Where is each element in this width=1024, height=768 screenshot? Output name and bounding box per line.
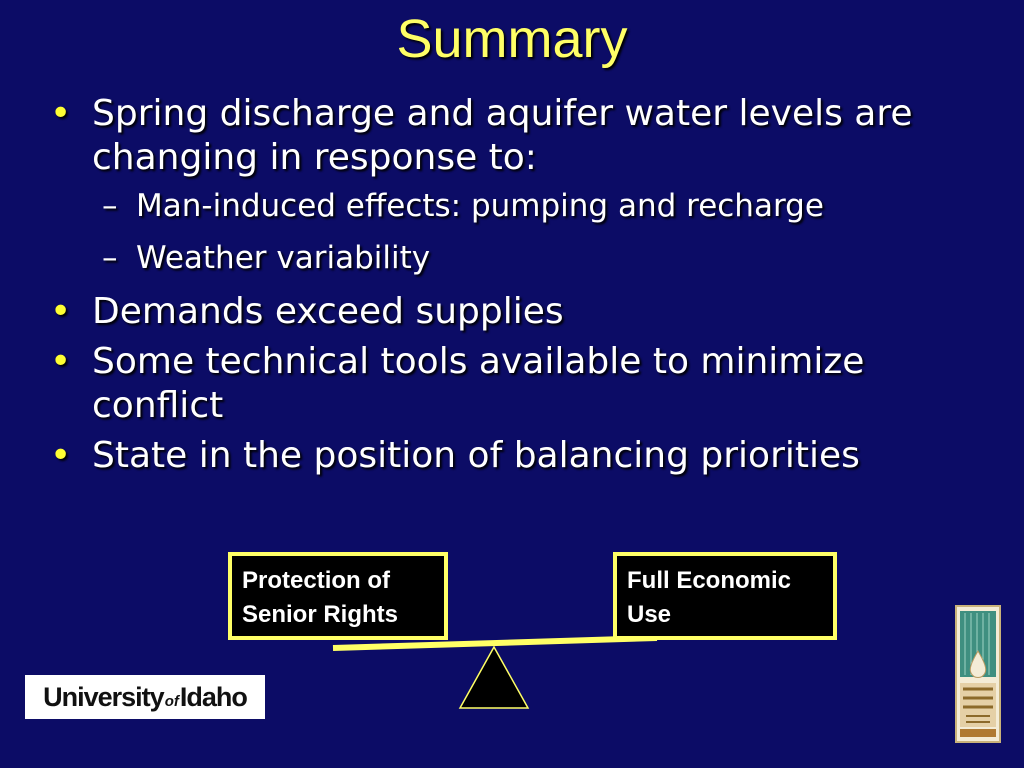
right-priority-box: Full Economic Use — [613, 552, 837, 640]
bullet-dot-icon: • — [50, 291, 72, 332]
sub-bullet-text: Weather variability — [136, 240, 431, 276]
sub-bullet-text: Man-induced effects: pumping and recharge — [136, 188, 824, 224]
bullet-dot-icon: • — [50, 435, 72, 476]
bullet-list — [50, 92, 980, 484]
bullet-item — [50, 290, 980, 334]
bullet-dot-icon: • — [50, 341, 72, 382]
fulcrum-triangle — [460, 647, 528, 708]
sub-bullet-item — [102, 238, 980, 278]
bullet-item — [50, 434, 980, 478]
sub-bullet-item — [102, 186, 980, 226]
bullet-text: State in the position of balancing priorities — [92, 435, 860, 476]
left-priority-box: Protection of Senior Rights — [228, 552, 448, 640]
university-of-idaho-logo: University of Idaho — [25, 675, 265, 719]
bullet-text: Some technical tools available to minimize conflict — [92, 341, 865, 426]
bullet-text: Demands exceed supplies — [92, 291, 564, 332]
bullet-dot-icon: • — [50, 93, 72, 134]
idaho-water-resources-logo — [955, 605, 1001, 743]
slide-title: Summary — [396, 9, 628, 69]
bullet-text: Spring discharge and aquifer water levels are changing in response to: — [92, 93, 913, 178]
bullet-item — [50, 340, 980, 428]
dash-icon: – — [102, 188, 118, 224]
dash-icon: – — [102, 240, 118, 276]
bullet-item — [50, 92, 980, 180]
